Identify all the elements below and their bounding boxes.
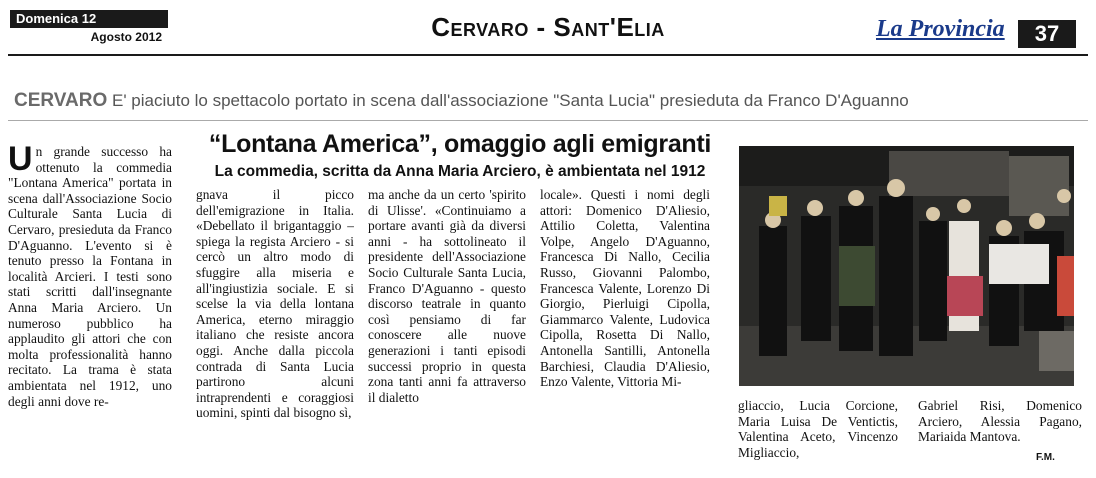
newspaper-logo: La Provincia — [876, 16, 1005, 42]
date-month: Agosto 2012 — [90, 30, 162, 44]
section-title: Cervaro - Sant'Elia — [431, 12, 665, 42]
kicker-line — [14, 90, 1094, 112]
author-signature: F.M. — [1036, 452, 1055, 463]
article-column-1 — [8, 144, 172, 474]
article-headline: “Lontana America”, omaggio agli emigranti — [208, 130, 712, 158]
date-day: Domenica 12 — [10, 10, 168, 28]
article-subheadline: La commedia, scritta da Anna Maria Arciero, è ambientata nel 1912 — [214, 163, 706, 180]
photo-illustration — [739, 146, 1074, 386]
page-number: 37 — [1018, 20, 1076, 48]
article-column-4: locale». Questi i nomi degli attori: Domenico D'Aliesio, Attilio Coletta, Valentina Volpe, Angelo D'Aguanno, Francesca Di Nallo, Cecilia Russo, Giovanni Palombo, Francesca Valente, Lorenzo Di Giorgio, Pierluigi Cipolla, Giammarco Valente, Ludovica Cipolla, Rosetta Di Nallo, Antonella Santilli, Antonella Barchiesi, Claudia D'Aliesio, Enzo Valente, Vittoria Mi- — [540, 187, 710, 390]
article-column-2: gnava il picco dell'emigrazione in Italia. «Debellato il brigantaggio – spiega la regista Arciero - si cercò un altro modo di sfuggire alla miseria e all'ingiustizia sociale. E si scelse la via della lontana America, eterno miraggio italiano che resiste ancora oggi. Anche dalla piccola contrada di Santa Lucia partirono alcuni intraprendenti e coraggiosi uomini, spinti dal bisogno sì, — [196, 187, 354, 421]
kicker-text: E' piaciuto lo spettacolo portato in scena dall'associazione "Santa Lucia" presieduta da Franco D'Aguanno — [112, 91, 909, 110]
kicker-place: CERVARO — [14, 90, 108, 111]
kicker-rule — [8, 120, 1088, 121]
article-photo — [739, 146, 1074, 386]
dropcap: U — [8, 144, 33, 178]
column-1-text: n grande successo ha ottenuto la commedia "Lontana America" portata in scena dall'Associazione Socio Culturale Santa Lucia di Cervaro, presieduta da Franco D'Aguanno. L'evento si è tenuto presso la Fontana in località Arcieri. I testi sono stati scritti dall'insegnante Anna Maria Arciero. Un numeroso pubblico ha applaudito gli attori che con molta professionalità hanno recitato. La trama è stata ambientata nel 1912, uno degli anni dove re- — [8, 144, 172, 409]
header-rule — [8, 54, 1088, 56]
article-column-5: gliaccio, Lucia Corcione, Maria Luisa De Ventictis, Valentina Aceto, Vincenzo Migliaccio, — [738, 398, 898, 460]
article-column-6: Gabriel Risi, Domenico Arciero, Alessia Pagano, Mariaida Mantova. — [918, 398, 1082, 445]
article-column-3: ma anche da un certo 'spirito di Ulisse'. «Continuiamo a portare avanti già da diversi anni - ha sottolineato il presidente dell'Associazione Socio Culturale Santa Lucia, Franco D'Aguanno - questo discorso teatrale in quanto così pensiamo di far conoscere alle nuove generazioni i tanti episodi successi proprio in questa zona tanti anni fa attraverso il dialetto — [368, 187, 526, 405]
